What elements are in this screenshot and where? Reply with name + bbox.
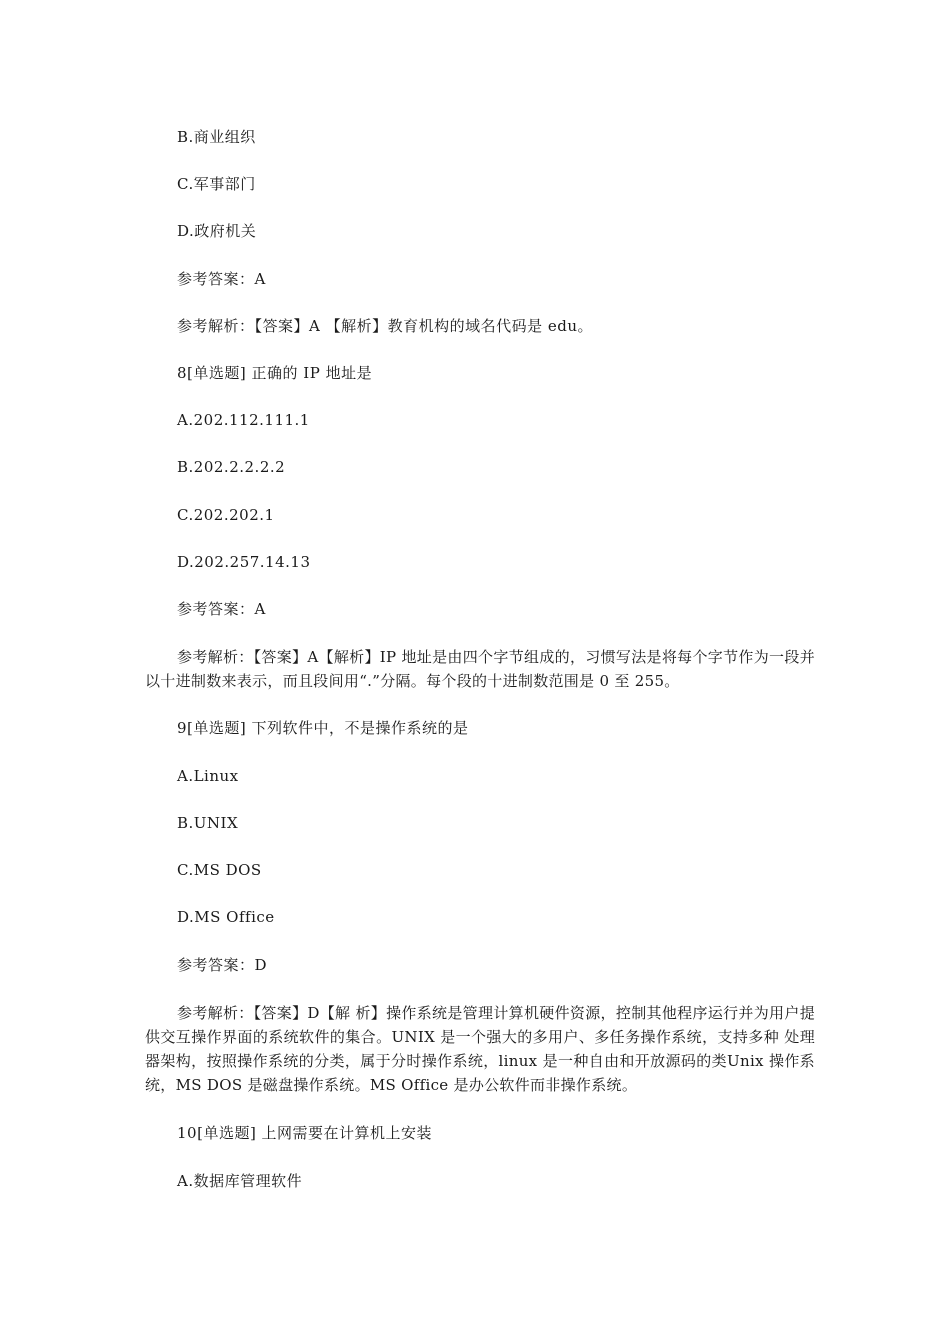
q9-option-b: B.UNIX [177,814,239,832]
q8-option-c: C.202.202.1 [177,506,275,524]
q8-answer: 参考答案：A [177,600,266,618]
q8-option-d: D.202.257.14.13 [177,553,311,571]
q7-option-b: B.商业组织 [177,128,256,146]
q8-option-b: B.202.2.2.2.2 [177,458,286,476]
q7-option-d: D.政府机关 [177,222,257,240]
q9-option-a: A.Linux [177,767,239,785]
q7-answer: 参考答案：A [177,270,266,288]
q7-option-c: C.军事部门 [177,175,256,193]
q8-question: 8[单选题] 正确的 IP 地址是 [177,364,373,382]
q9-answer: 参考答案：D [177,956,268,974]
q9-option-d: D.MS Office [177,908,275,926]
q9-option-c: C.MS DOS [177,861,262,879]
q9-question: 9[单选题] 下列软件中，不是操作系统的是 [177,719,469,737]
q9-analysis: 参考解析：【答案】D【解 析】操作系统是管理计算机硬件资源，控制其他程序运行并为用户提供交互操作界面的系统软件的集合。UNIX 是一个强大的多用户、多任务操作系统，支持多种 处理器架构，按照操作系统的分类，属于分时操作系统，linux 是一种自由和开放源码的类Unix 操作系统，MS DOS 是磁盘操作系统。MS Office 是办公软件而非操作系统。 [145,1004,815,1094]
q8-option-a: A.202.112.111.1 [177,411,310,429]
q10-question: 10[单选题] 上网需要在计算机上安装 [177,1124,433,1142]
q10-option-a: A.数据库管理软件 [177,1172,303,1190]
q7-analysis: 参考解析：【答案】A 【解析】教育机构的域名代码是 edu。 [177,317,594,335]
q8-analysis: 参考解析：【答案】A【解析】IP 地址是由四个字节组成的，习惯写法是将每个字节作为一段并以十进制数来表示，而且段间用“.”分隔。每个段的十进制数范围是 0 至 255。 [145,648,815,690]
